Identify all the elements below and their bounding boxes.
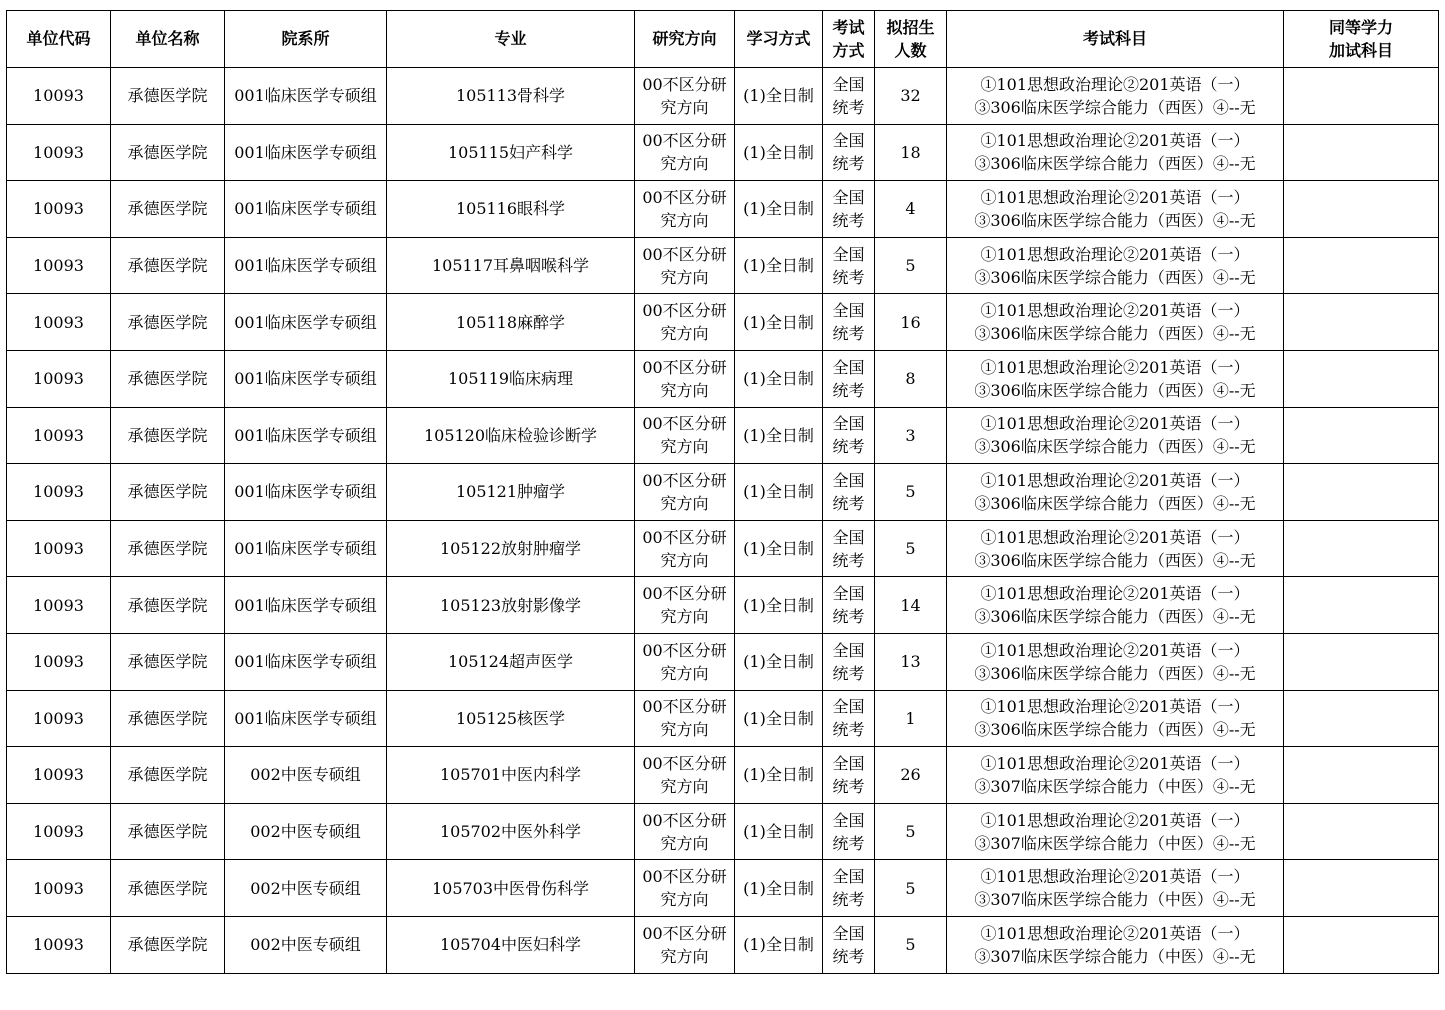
cell-exam-mode xyxy=(823,860,875,917)
cell-study-mode: (1)全日制 xyxy=(735,294,823,351)
header-extra-line1: 同等学力 xyxy=(1328,18,1393,37)
cell-exam-mode xyxy=(823,464,875,521)
cell-exam-mode xyxy=(823,577,875,634)
cell-subjects xyxy=(947,181,1284,238)
table-row xyxy=(7,520,1439,577)
cell-direction xyxy=(635,747,735,804)
cell-direction xyxy=(635,237,735,294)
table-row xyxy=(7,407,1439,464)
cell-subjects-line2: ③307临床医学综合能力（中医）④--无 xyxy=(974,776,1256,796)
cell-subjects xyxy=(947,747,1284,804)
cell-subjects-line2: ③306临床医学综合能力（西医）④--无 xyxy=(974,607,1256,627)
cell-subjects-line1: ①101思想政治理论②201英语（一） xyxy=(980,867,1250,887)
cell-department: 001临床医学专硕组 xyxy=(225,577,387,634)
cell-quota: 5 xyxy=(875,916,947,973)
cell-unit-name: 承德医学院 xyxy=(111,577,225,634)
cell-unit-name: 承德医学院 xyxy=(111,803,225,860)
cell-extra-subjects xyxy=(1284,577,1439,634)
cell-direction-line1: 00不区分研 xyxy=(642,187,727,207)
cell-subjects-line1: ①101思想政治理论②201英语（一） xyxy=(980,527,1250,547)
cell-exam-line2: 统考 xyxy=(832,97,865,117)
cell-direction xyxy=(635,577,735,634)
cell-quota: 13 xyxy=(875,633,947,690)
table-row xyxy=(7,294,1439,351)
cell-subjects-line1: ①101思想政治理论②201英语（一） xyxy=(980,357,1250,377)
cell-direction-line2: 究方向 xyxy=(660,210,709,230)
cell-direction-line1: 00不区分研 xyxy=(642,414,727,434)
cell-exam-line2: 统考 xyxy=(832,946,865,966)
cell-quota: 8 xyxy=(875,350,947,407)
cell-direction xyxy=(635,916,735,973)
cell-extra-subjects xyxy=(1284,294,1439,351)
cell-exam-line1: 全国 xyxy=(832,697,865,717)
cell-department: 002中医专硕组 xyxy=(225,803,387,860)
cell-study-mode: (1)全日制 xyxy=(735,916,823,973)
table-row xyxy=(7,124,1439,181)
cell-study-mode: (1)全日制 xyxy=(735,633,823,690)
cell-subjects-line1: ①101思想政治理论②201英语（一） xyxy=(980,244,1250,264)
cell-unit-name: 承德医学院 xyxy=(111,68,225,125)
cell-department: 001临床医学专硕组 xyxy=(225,520,387,577)
cell-extra-subjects xyxy=(1284,690,1439,747)
cell-direction-line1: 00不区分研 xyxy=(642,867,727,887)
cell-subjects-line1: ①101思想政治理论②201英语（一） xyxy=(980,640,1250,660)
table-body xyxy=(7,68,1439,974)
cell-direction xyxy=(635,690,735,747)
cell-exam-line1: 全国 xyxy=(832,640,865,660)
table-row xyxy=(7,633,1439,690)
cell-unit-name: 承德医学院 xyxy=(111,520,225,577)
header-quota-line2: 人数 xyxy=(894,41,927,60)
header-exam-mode-line1: 考试 xyxy=(832,18,865,37)
cell-direction-line2: 究方向 xyxy=(660,437,709,457)
table-header xyxy=(7,11,1439,68)
cell-exam-line1: 全国 xyxy=(832,470,865,490)
cell-major: 105115妇产科学 xyxy=(387,124,635,181)
cell-quota: 16 xyxy=(875,294,947,351)
cell-exam-mode xyxy=(823,747,875,804)
cell-subjects xyxy=(947,690,1284,747)
cell-direction-line1: 00不区分研 xyxy=(642,527,727,547)
cell-department: 002中医专硕组 xyxy=(225,747,387,804)
cell-subjects xyxy=(947,294,1284,351)
cell-quota: 14 xyxy=(875,577,947,634)
table-row xyxy=(7,860,1439,917)
cell-department: 001临床医学专硕组 xyxy=(225,690,387,747)
cell-exam-line1: 全国 xyxy=(832,357,865,377)
cell-direction-line1: 00不区分研 xyxy=(642,470,727,490)
table-row xyxy=(7,237,1439,294)
header-department: 院系所 xyxy=(225,11,387,68)
header-exam-mode xyxy=(823,11,875,68)
cell-direction-line1: 00不区分研 xyxy=(642,301,727,321)
cell-direction-line2: 究方向 xyxy=(660,493,709,513)
cell-quota: 1 xyxy=(875,690,947,747)
cell-subjects-line2: ③306临床医学综合能力（西医）④--无 xyxy=(974,493,1256,513)
cell-exam-line1: 全国 xyxy=(832,244,865,264)
cell-department: 001临床医学专硕组 xyxy=(225,124,387,181)
cell-exam-line1: 全国 xyxy=(832,301,865,321)
cell-exam-line2: 统考 xyxy=(832,607,865,627)
cell-subjects-line1: ①101思想政治理论②201英语（一） xyxy=(980,923,1250,943)
cell-subjects-line2: ③306临床医学综合能力（西医）④--无 xyxy=(974,550,1256,570)
cell-subjects-line1: ①101思想政治理论②201英语（一） xyxy=(980,753,1250,773)
cell-direction-line1: 00不区分研 xyxy=(642,810,727,830)
cell-extra-subjects xyxy=(1284,181,1439,238)
cell-unit-code: 10093 xyxy=(7,633,111,690)
cell-direction-line2: 究方向 xyxy=(660,607,709,627)
cell-direction xyxy=(635,520,735,577)
cell-major: 105123放射影像学 xyxy=(387,577,635,634)
cell-exam-line1: 全国 xyxy=(832,74,865,94)
cell-subjects-line2: ③307临床医学综合能力（中医）④--无 xyxy=(974,890,1256,910)
cell-subjects-line2: ③306临床医学综合能力（西医）④--无 xyxy=(974,154,1256,174)
cell-subjects xyxy=(947,916,1284,973)
cell-quota: 5 xyxy=(875,860,947,917)
cell-extra-subjects xyxy=(1284,916,1439,973)
cell-quota: 32 xyxy=(875,68,947,125)
cell-unit-name: 承德医学院 xyxy=(111,237,225,294)
cell-direction xyxy=(635,68,735,125)
cell-exam-mode xyxy=(823,350,875,407)
cell-exam-line2: 统考 xyxy=(832,210,865,230)
cell-subjects xyxy=(947,520,1284,577)
cell-subjects xyxy=(947,407,1284,464)
cell-direction-line2: 究方向 xyxy=(660,97,709,117)
cell-subjects-line1: ①101思想政治理论②201英语（一） xyxy=(980,131,1250,151)
cell-exam-line2: 统考 xyxy=(832,776,865,796)
cell-subjects xyxy=(947,350,1284,407)
cell-department: 001临床医学专硕组 xyxy=(225,350,387,407)
cell-subjects-line2: ③306临床医学综合能力（西医）④--无 xyxy=(974,97,1256,117)
table-row xyxy=(7,181,1439,238)
table-row xyxy=(7,577,1439,634)
cell-subjects-line1: ①101思想政治理论②201英语（一） xyxy=(980,697,1250,717)
cell-exam-line1: 全国 xyxy=(832,187,865,207)
cell-direction xyxy=(635,860,735,917)
cell-unit-code: 10093 xyxy=(7,350,111,407)
cell-exam-line2: 统考 xyxy=(832,550,865,570)
cell-direction-line1: 00不区分研 xyxy=(642,697,727,717)
cell-major: 105124超声医学 xyxy=(387,633,635,690)
cell-unit-code: 10093 xyxy=(7,294,111,351)
cell-department: 001临床医学专硕组 xyxy=(225,294,387,351)
cell-major: 105703中医骨伤科学 xyxy=(387,860,635,917)
cell-unit-name: 承德医学院 xyxy=(111,124,225,181)
cell-quota: 5 xyxy=(875,237,947,294)
cell-exam-line1: 全国 xyxy=(832,584,865,604)
cell-subjects-line1: ①101思想政治理论②201英语（一） xyxy=(980,470,1250,490)
cell-direction-line2: 究方向 xyxy=(660,380,709,400)
cell-direction-line2: 究方向 xyxy=(660,890,709,910)
cell-quota: 3 xyxy=(875,407,947,464)
cell-study-mode: (1)全日制 xyxy=(735,520,823,577)
cell-department: 001临床医学专硕组 xyxy=(225,633,387,690)
cell-major: 105119临床病理 xyxy=(387,350,635,407)
cell-study-mode: (1)全日制 xyxy=(735,464,823,521)
cell-exam-line2: 统考 xyxy=(832,154,865,174)
cell-unit-code: 10093 xyxy=(7,181,111,238)
cell-exam-mode xyxy=(823,803,875,860)
header-quota-line1: 拟招生 xyxy=(886,18,935,37)
cell-subjects-line2: ③306临床医学综合能力（西医）④--无 xyxy=(974,720,1256,740)
cell-major: 105701中医内科学 xyxy=(387,747,635,804)
cell-exam-mode xyxy=(823,294,875,351)
cell-study-mode: (1)全日制 xyxy=(735,237,823,294)
cell-direction-line1: 00不区分研 xyxy=(642,131,727,151)
cell-subjects-line1: ①101思想政治理论②201英语（一） xyxy=(980,584,1250,604)
cell-extra-subjects xyxy=(1284,407,1439,464)
cell-study-mode: (1)全日制 xyxy=(735,181,823,238)
cell-direction-line2: 究方向 xyxy=(660,776,709,796)
cell-exam-line1: 全国 xyxy=(832,923,865,943)
cell-unit-code: 10093 xyxy=(7,407,111,464)
cell-quota: 18 xyxy=(875,124,947,181)
cell-subjects-line2: ③306临床医学综合能力（西医）④--无 xyxy=(974,324,1256,344)
cell-exam-mode xyxy=(823,237,875,294)
cell-study-mode: (1)全日制 xyxy=(735,577,823,634)
cell-unit-code: 10093 xyxy=(7,520,111,577)
cell-department: 001临床医学专硕组 xyxy=(225,407,387,464)
cell-direction-line2: 究方向 xyxy=(660,833,709,853)
cell-quota: 4 xyxy=(875,181,947,238)
cell-subjects xyxy=(947,633,1284,690)
cell-unit-code: 10093 xyxy=(7,464,111,521)
cell-exam-line2: 统考 xyxy=(832,720,865,740)
table-row xyxy=(7,464,1439,521)
cell-subjects-line2: ③306临床医学综合能力（西医）④--无 xyxy=(974,663,1256,683)
cell-unit-name: 承德医学院 xyxy=(111,464,225,521)
header-row xyxy=(7,11,1439,68)
cell-unit-code: 10093 xyxy=(7,577,111,634)
header-extra-subjects xyxy=(1284,11,1439,68)
cell-unit-code: 10093 xyxy=(7,68,111,125)
cell-study-mode: (1)全日制 xyxy=(735,803,823,860)
cell-direction-line1: 00不区分研 xyxy=(642,584,727,604)
cell-subjects-line2: ③306临床医学综合能力（西医）④--无 xyxy=(974,267,1256,287)
cell-subjects xyxy=(947,577,1284,634)
cell-department: 001临床医学专硕组 xyxy=(225,181,387,238)
cell-unit-name: 承德医学院 xyxy=(111,407,225,464)
cell-extra-subjects xyxy=(1284,747,1439,804)
cell-extra-subjects xyxy=(1284,237,1439,294)
cell-study-mode: (1)全日制 xyxy=(735,860,823,917)
header-major: 专业 xyxy=(387,11,635,68)
cell-study-mode: (1)全日制 xyxy=(735,124,823,181)
header-direction: 研究方向 xyxy=(635,11,735,68)
cell-exam-line1: 全国 xyxy=(832,867,865,887)
cell-subjects-line1: ①101思想政治理论②201英语（一） xyxy=(980,74,1250,94)
admissions-table xyxy=(6,10,1439,974)
cell-direction xyxy=(635,350,735,407)
cell-quota: 5 xyxy=(875,520,947,577)
cell-extra-subjects xyxy=(1284,633,1439,690)
cell-department: 002中医专硕组 xyxy=(225,860,387,917)
cell-exam-line2: 统考 xyxy=(832,380,865,400)
cell-major: 105125核医学 xyxy=(387,690,635,747)
cell-direction-line2: 究方向 xyxy=(660,550,709,570)
header-subjects: 考试科目 xyxy=(947,11,1284,68)
cell-subjects-line2: ③306临床医学综合能力（西医）④--无 xyxy=(974,437,1256,457)
cell-direction-line1: 00不区分研 xyxy=(642,74,727,94)
cell-study-mode: (1)全日制 xyxy=(735,350,823,407)
cell-exam-line1: 全国 xyxy=(832,527,865,547)
cell-subjects xyxy=(947,803,1284,860)
cell-direction-line2: 究方向 xyxy=(660,154,709,174)
cell-extra-subjects xyxy=(1284,124,1439,181)
cell-exam-mode xyxy=(823,124,875,181)
cell-direction-line2: 究方向 xyxy=(660,720,709,740)
cell-unit-name: 承德医学院 xyxy=(111,747,225,804)
cell-subjects-line1: ①101思想政治理论②201英语（一） xyxy=(980,301,1250,321)
cell-direction xyxy=(635,181,735,238)
cell-unit-name: 承德医学院 xyxy=(111,633,225,690)
cell-subjects-line2: ③306临床医学综合能力（西医）④--无 xyxy=(974,210,1256,230)
cell-major: 105118麻醉学 xyxy=(387,294,635,351)
cell-quota: 26 xyxy=(875,747,947,804)
cell-exam-mode xyxy=(823,407,875,464)
cell-extra-subjects xyxy=(1284,803,1439,860)
cell-subjects xyxy=(947,464,1284,521)
cell-subjects xyxy=(947,860,1284,917)
cell-extra-subjects xyxy=(1284,350,1439,407)
cell-subjects-line2: ③306临床医学综合能力（西医）④--无 xyxy=(974,380,1256,400)
cell-direction-line1: 00不区分研 xyxy=(642,923,727,943)
cell-major: 105120临床检验诊断学 xyxy=(387,407,635,464)
header-exam-mode-line2: 方式 xyxy=(832,41,865,60)
cell-exam-mode xyxy=(823,690,875,747)
header-study-mode: 学习方式 xyxy=(735,11,823,68)
cell-exam-line2: 统考 xyxy=(832,324,865,344)
header-quota xyxy=(875,11,947,68)
header-extra-line2: 加试科目 xyxy=(1328,41,1393,60)
cell-exam-mode xyxy=(823,916,875,973)
cell-exam-line2: 统考 xyxy=(832,267,865,287)
cell-subjects xyxy=(947,237,1284,294)
cell-subjects xyxy=(947,68,1284,125)
cell-major: 105113骨科学 xyxy=(387,68,635,125)
cell-exam-line1: 全国 xyxy=(832,810,865,830)
cell-department: 001临床医学专硕组 xyxy=(225,464,387,521)
cell-subjects-line1: ①101思想政治理论②201英语（一） xyxy=(980,414,1250,434)
cell-exam-line1: 全国 xyxy=(832,414,865,434)
cell-unit-code: 10093 xyxy=(7,747,111,804)
header-unit-code: 单位代码 xyxy=(7,11,111,68)
cell-study-mode: (1)全日制 xyxy=(735,407,823,464)
cell-direction-line2: 究方向 xyxy=(660,267,709,287)
cell-subjects-line1: ①101思想政治理论②201英语（一） xyxy=(980,810,1250,830)
header-unit-name: 单位名称 xyxy=(111,11,225,68)
cell-subjects-line2: ③307临床医学综合能力（中医）④--无 xyxy=(974,946,1256,966)
cell-direction-line1: 00不区分研 xyxy=(642,640,727,660)
cell-department: 001临床医学专硕组 xyxy=(225,237,387,294)
cell-study-mode: (1)全日制 xyxy=(735,68,823,125)
table-row xyxy=(7,747,1439,804)
cell-unit-name: 承德医学院 xyxy=(111,350,225,407)
cell-exam-line2: 统考 xyxy=(832,890,865,910)
cell-department: 002中医专硕组 xyxy=(225,916,387,973)
cell-unit-name: 承德医学院 xyxy=(111,860,225,917)
cell-extra-subjects xyxy=(1284,520,1439,577)
cell-direction xyxy=(635,294,735,351)
cell-major: 105122放射肿瘤学 xyxy=(387,520,635,577)
cell-direction-line1: 00不区分研 xyxy=(642,357,727,377)
cell-study-mode: (1)全日制 xyxy=(735,747,823,804)
cell-unit-code: 10093 xyxy=(7,237,111,294)
cell-major: 105116眼科学 xyxy=(387,181,635,238)
cell-direction-line1: 00不区分研 xyxy=(642,244,727,264)
cell-major: 105704中医妇科学 xyxy=(387,916,635,973)
cell-unit-code: 10093 xyxy=(7,124,111,181)
cell-unit-name: 承德医学院 xyxy=(111,181,225,238)
cell-exam-line2: 统考 xyxy=(832,493,865,513)
cell-direction-line2: 究方向 xyxy=(660,946,709,966)
cell-major: 105117耳鼻咽喉科学 xyxy=(387,237,635,294)
table-row xyxy=(7,690,1439,747)
cell-exam-mode xyxy=(823,520,875,577)
cell-unit-name: 承德医学院 xyxy=(111,294,225,351)
cell-major: 105121肿瘤学 xyxy=(387,464,635,521)
cell-extra-subjects xyxy=(1284,860,1439,917)
cell-quota: 5 xyxy=(875,803,947,860)
cell-unit-code: 10093 xyxy=(7,860,111,917)
cell-quota: 5 xyxy=(875,464,947,521)
cell-subjects xyxy=(947,124,1284,181)
cell-direction xyxy=(635,464,735,521)
cell-extra-subjects xyxy=(1284,68,1439,125)
cell-exam-mode xyxy=(823,181,875,238)
cell-exam-line1: 全国 xyxy=(832,753,865,773)
table-row xyxy=(7,350,1439,407)
table-row xyxy=(7,68,1439,125)
cell-unit-code: 10093 xyxy=(7,916,111,973)
cell-exam-line2: 统考 xyxy=(832,833,865,853)
cell-direction-line2: 究方向 xyxy=(660,663,709,683)
cell-direction xyxy=(635,633,735,690)
table-row xyxy=(7,916,1439,973)
cell-direction-line1: 00不区分研 xyxy=(642,753,727,773)
cell-department: 001临床医学专硕组 xyxy=(225,68,387,125)
cell-exam-line2: 统考 xyxy=(832,437,865,457)
cell-exam-mode xyxy=(823,68,875,125)
cell-unit-code: 10093 xyxy=(7,803,111,860)
cell-subjects-line2: ③307临床医学综合能力（中医）④--无 xyxy=(974,833,1256,853)
cell-direction xyxy=(635,124,735,181)
cell-direction xyxy=(635,407,735,464)
cell-unit-code: 10093 xyxy=(7,690,111,747)
cell-exam-line1: 全国 xyxy=(832,131,865,151)
table-row xyxy=(7,803,1439,860)
cell-subjects-line1: ①101思想政治理论②201英语（一） xyxy=(980,187,1250,207)
cell-exam-line2: 统考 xyxy=(832,663,865,683)
cell-extra-subjects xyxy=(1284,464,1439,521)
cell-direction xyxy=(635,803,735,860)
cell-exam-mode xyxy=(823,633,875,690)
cell-unit-name: 承德医学院 xyxy=(111,690,225,747)
cell-unit-name: 承德医学院 xyxy=(111,916,225,973)
cell-study-mode: (1)全日制 xyxy=(735,690,823,747)
cell-direction-line2: 究方向 xyxy=(660,324,709,344)
cell-major: 105702中医外科学 xyxy=(387,803,635,860)
